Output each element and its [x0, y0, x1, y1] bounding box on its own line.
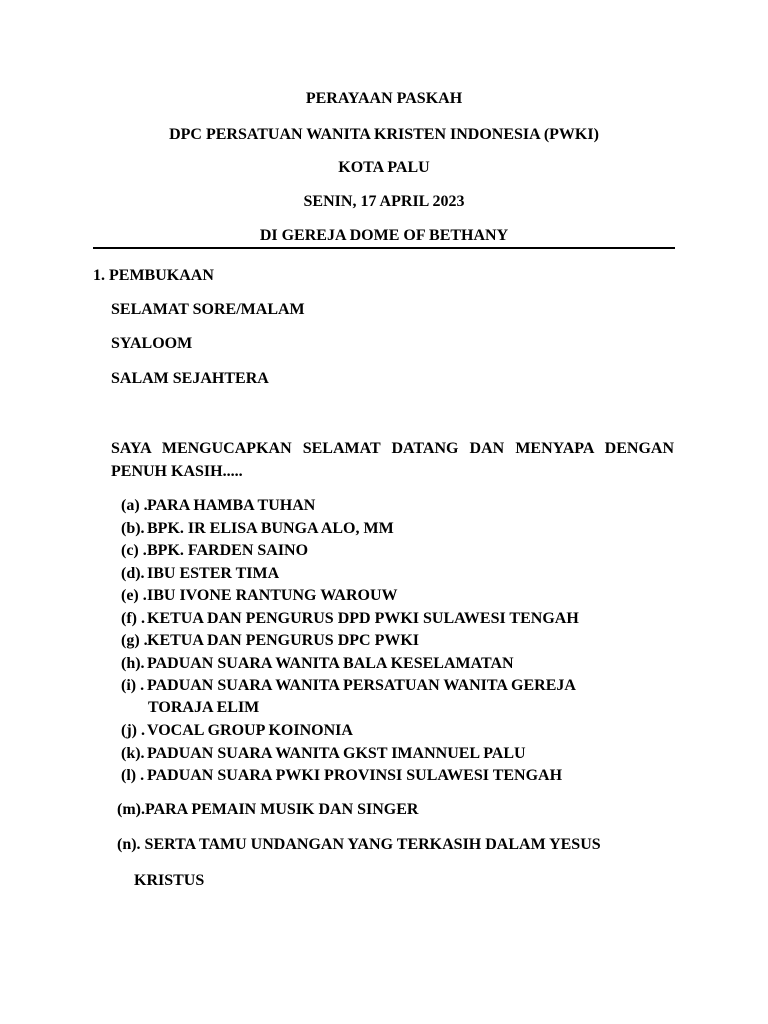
greeting-line: SELAMAT SORE/MALAM [111, 301, 305, 318]
list-item-n: (n). SERTA TAMU UNDANGAN YANG TERKASIH DALAM YESUS [117, 836, 601, 853]
list-item-text: KETUA DAN PENGURUS DPD PWKI SULAWESI TENGAH [147, 609, 579, 627]
title-organization: DPC PERSATUAN WANITA KRISTEN INDONESIA (PWKI) [169, 126, 599, 143]
list-marker: (l) . [121, 767, 145, 784]
list-marker: (i) . [121, 677, 145, 694]
list-item-text: PADUAN SUARA WANITA BALA KESELAMATAN [147, 654, 514, 672]
section-heading: 1. PEMBUKAAN [93, 267, 214, 284]
list-item-text: BPK. IR ELISA BUNGA ALO, MM [147, 519, 394, 537]
greeting-line: SYALOOM [111, 335, 193, 352]
greeting-line: SALAM SEJAHTERA [111, 370, 269, 387]
list-item-text: IBU IVONE RANTUNG WAROUW [147, 587, 398, 604]
list-item-text: PADUAN SUARA PWKI PROVINSI SULAWESI TENGAH [147, 767, 563, 784]
title-venue: DI GEREJA DOME OF BETHANY [259, 227, 509, 244]
list-marker: (j) . [121, 722, 145, 739]
list-marker: (d). [121, 564, 145, 582]
list-item-m: (m).PARA PEMAIN MUSIK DAN SINGER [117, 801, 419, 818]
list-item-continuation: TORAJA ELIM [148, 699, 260, 716]
list-item-text: KETUA DAN PENGURUS DPC PWKI [147, 632, 420, 649]
intro-paragraph: SAYA MENGUCAPKAN SELAMAT DATANG DAN MENYAPA DENGAN PENUH KASIH..... [111, 440, 674, 480]
list-item-text: BPK. FARDEN SAINO [147, 542, 309, 559]
list-item-text: PADUAN SUARA WANITA GKST IMANNUEL PALU [147, 744, 526, 762]
title-city: KOTA PALU [338, 159, 430, 176]
list-item-text: IBU ESTER TIMA [147, 564, 280, 582]
list-marker: (e) . [121, 587, 147, 604]
list-marker: (k). [121, 744, 145, 762]
list-marker: (h). [121, 654, 145, 672]
list-item-n-continuation: KRISTUS [134, 872, 205, 889]
title-event: PERAYAAN PASKAH [305, 90, 463, 107]
list-marker: (b). [121, 519, 145, 537]
title-date: SENIN, 17 APRIL 2023 [303, 193, 465, 210]
list-item-text: VOCAL GROUP KOINONIA [147, 722, 353, 739]
list-item-text: PARA HAMBA TUHAN [147, 497, 316, 514]
list-marker: (g) . [121, 632, 148, 649]
list-marker: (a) . [121, 497, 148, 514]
list-item-text: PADUAN SUARA WANITA PERSATUAN WANITA GEREJA [147, 677, 576, 694]
list-marker: (c) . [121, 542, 147, 559]
header-divider [93, 247, 675, 249]
list-marker: (f) . [121, 609, 145, 627]
